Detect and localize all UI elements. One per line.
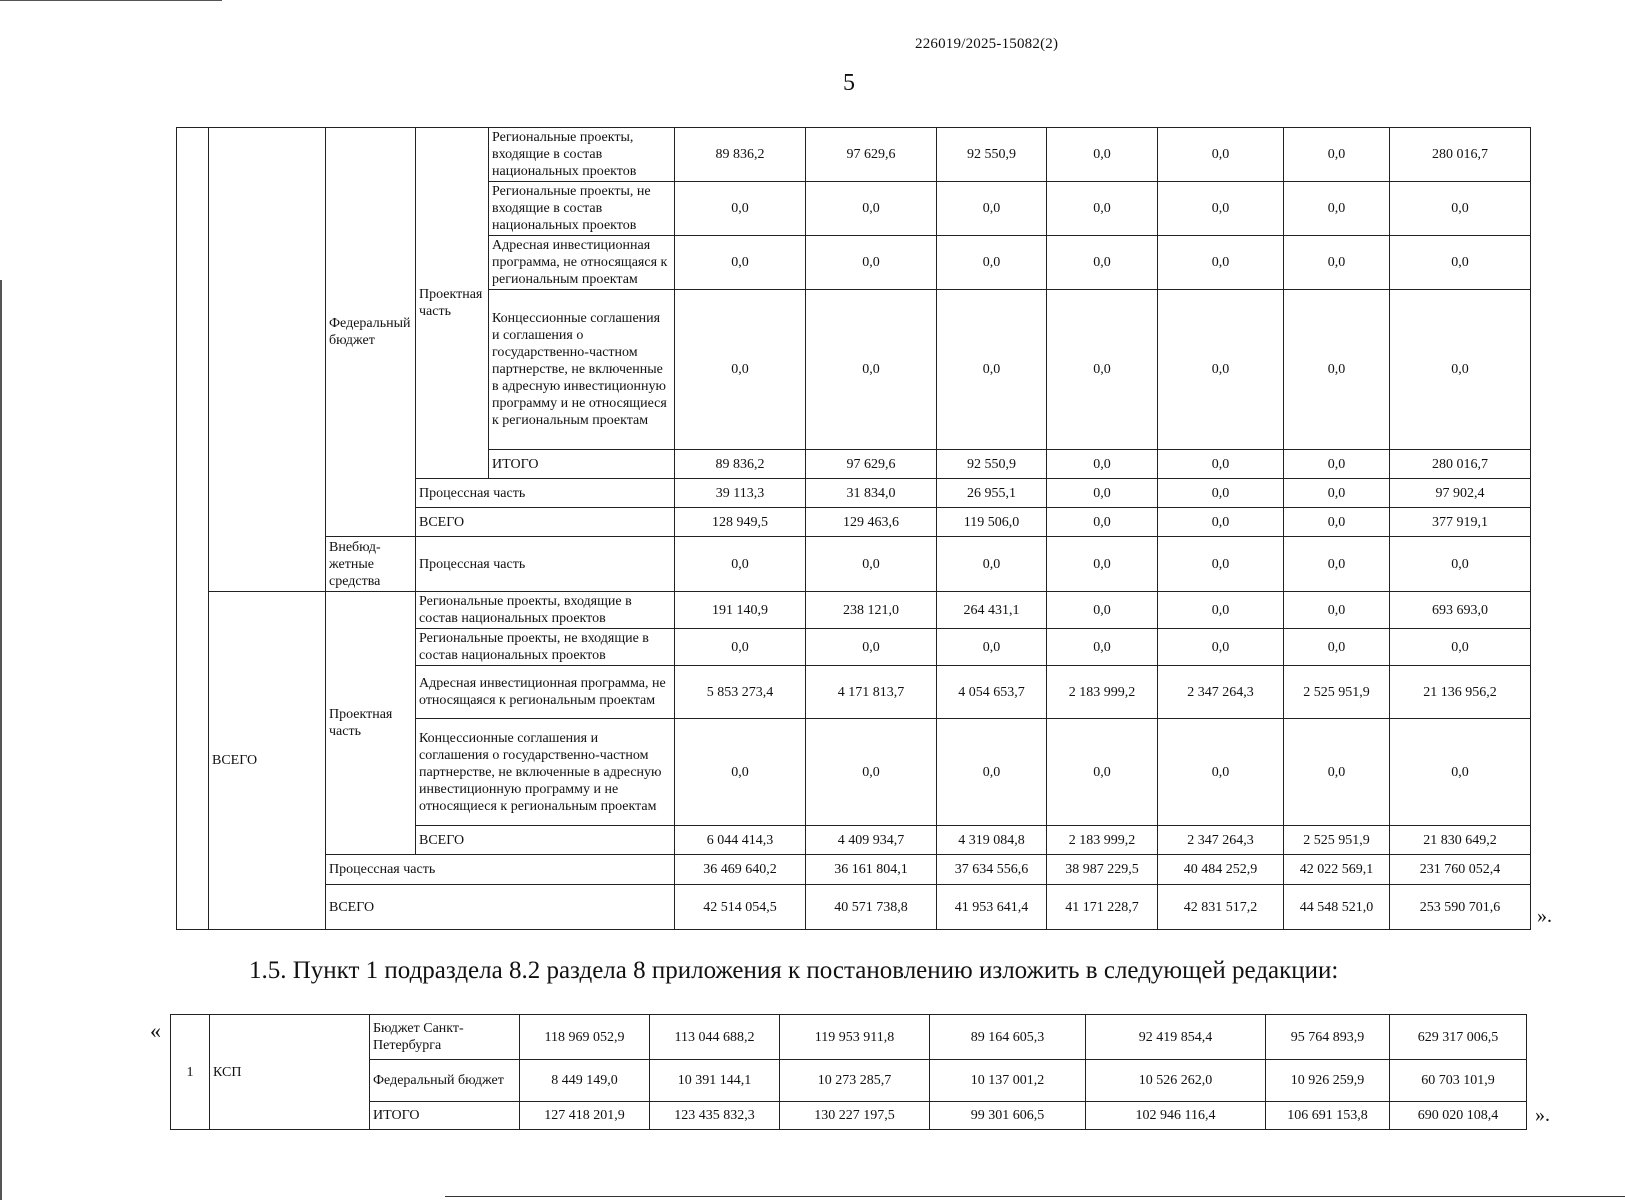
value-cell: 97 902,4 — [1390, 479, 1531, 508]
group-label: Федеральный бюджет — [326, 128, 416, 537]
value-cell: 4 319 084,8 — [937, 826, 1047, 855]
row-label: Процессная часть — [416, 537, 675, 592]
value-cell: 42 514 054,5 — [675, 885, 806, 930]
row-label: Адресная инвестиционная программа, не относящаяся к региональным проектам — [416, 666, 675, 719]
row-label: ВСЕГО — [416, 826, 675, 855]
value-cell: 0,0 — [1158, 128, 1284, 182]
value-cell: 0,0 — [1047, 128, 1158, 182]
value-cell: 0,0 — [1284, 592, 1390, 629]
value-cell: 42 831 517,2 — [1158, 885, 1284, 930]
value-cell: 0,0 — [937, 236, 1047, 290]
row-label: ВСЕГО — [416, 508, 675, 537]
value-cell: 0,0 — [675, 629, 806, 666]
value-cell: 690 020 108,4 — [1390, 1102, 1527, 1130]
value-cell: 2 525 951,9 — [1284, 826, 1390, 855]
row-label: Бюджет Санкт-Петербурга — [370, 1015, 520, 1060]
value-cell: 128 949,5 — [675, 508, 806, 537]
value-cell: 280 016,7 — [1390, 128, 1531, 182]
value-cell: 92 550,9 — [937, 450, 1047, 479]
value-cell: 0,0 — [1284, 719, 1390, 826]
table-row — [177, 855, 1531, 885]
value-cell: 0,0 — [675, 236, 806, 290]
table-row — [171, 1102, 1527, 1130]
value-cell: 0,0 — [806, 629, 937, 666]
value-cell: 44 548 521,0 — [1284, 885, 1390, 930]
value-cell: 0,0 — [1390, 236, 1531, 290]
value-cell: 280 016,7 — [1390, 450, 1531, 479]
value-cell: 0,0 — [1284, 182, 1390, 236]
row-label: ВСЕГО — [326, 885, 675, 930]
value-cell: 0,0 — [1158, 592, 1284, 629]
value-cell: 2 347 264,3 — [1158, 826, 1284, 855]
value-cell: 119 506,0 — [937, 508, 1047, 537]
value-cell: 31 834,0 — [806, 479, 937, 508]
ksp-table — [170, 1014, 1527, 1130]
value-cell: 99 301 606,5 — [930, 1102, 1086, 1130]
value-cell: 60 703 101,9 — [1390, 1060, 1527, 1102]
value-cell: 0,0 — [1047, 537, 1158, 592]
value-cell: 0,0 — [1284, 508, 1390, 537]
value-cell: 10 137 001,2 — [930, 1060, 1086, 1102]
value-cell: 2 183 999,2 — [1047, 666, 1158, 719]
value-cell: 26 955,1 — [937, 479, 1047, 508]
value-cell: 0,0 — [1390, 537, 1531, 592]
value-cell: 0,0 — [806, 719, 937, 826]
row-label: Адресная инвестиционная программа, не относящаяся к региональным проектам — [489, 236, 675, 290]
value-cell: 10 526 262,0 — [1086, 1060, 1266, 1102]
value-cell: 4 054 653,7 — [937, 666, 1047, 719]
value-cell: 8 449 149,0 — [520, 1060, 650, 1102]
value-cell: 0,0 — [806, 537, 937, 592]
value-cell: 0,0 — [1390, 629, 1531, 666]
value-cell: 0,0 — [1390, 182, 1531, 236]
value-cell: 0,0 — [675, 290, 806, 450]
value-cell: 97 629,6 — [806, 128, 937, 182]
value-cell: 238 121,0 — [806, 592, 937, 629]
value-cell: 0,0 — [937, 182, 1047, 236]
value-cell: 191 140,9 — [675, 592, 806, 629]
value-cell: 0,0 — [806, 290, 937, 450]
value-cell: 92 419 854,4 — [1086, 1015, 1266, 1060]
value-cell: 0,0 — [675, 182, 806, 236]
value-cell: 42 022 569,1 — [1284, 855, 1390, 885]
group-label: Проектная часть — [416, 128, 489, 479]
value-cell: 0,0 — [1158, 290, 1284, 450]
value-cell: 0,0 — [1284, 479, 1390, 508]
value-cell: 40 484 252,9 — [1158, 855, 1284, 885]
value-cell: 0,0 — [1047, 719, 1158, 826]
value-cell: 95 764 893,9 — [1266, 1015, 1390, 1060]
closing-quote: ». — [1535, 1104, 1550, 1126]
value-cell: 106 691 153,8 — [1266, 1102, 1390, 1130]
financing-table — [176, 127, 1531, 930]
value-cell: 0,0 — [1390, 290, 1531, 450]
row-label: Концессионные соглашения и соглашения о государственно-частном партнерстве, не включенные в адресную инвестиционную программу и не относящиеся к региональным проектам — [416, 719, 675, 826]
value-cell: 0,0 — [806, 182, 937, 236]
closing-quote: ». — [1537, 905, 1552, 927]
row-label: Федеральный бюджет — [370, 1060, 520, 1102]
table-row — [177, 128, 1531, 182]
value-cell: 629 317 006,5 — [1390, 1015, 1527, 1060]
row-label: Региональные проекты, входящие в состав национальных проектов — [489, 128, 675, 182]
row-label: Процессная часть — [416, 479, 675, 508]
value-cell: 0,0 — [1284, 629, 1390, 666]
row-label: Концессионные соглашения и соглашения о государственно-частном партнерстве, не включенные в адресную инвестиционную программу и не относящиеся к региональным проектам — [489, 290, 675, 450]
value-cell: 4 409 934,7 — [806, 826, 937, 855]
value-cell: 0,0 — [1284, 128, 1390, 182]
left-scan-edge — [0, 280, 2, 1200]
value-cell: 0,0 — [1284, 450, 1390, 479]
value-cell: 5 853 273,4 — [675, 666, 806, 719]
value-cell: 0,0 — [1390, 719, 1531, 826]
value-cell: 0,0 — [937, 290, 1047, 450]
group-label: Проектная часть — [326, 592, 416, 855]
value-cell: 119 953 911,8 — [780, 1015, 930, 1060]
value-cell: 92 550,9 — [937, 128, 1047, 182]
row-label: Региональные проекты, не входящие в состав национальных проектов — [416, 629, 675, 666]
value-cell: 264 431,1 — [937, 592, 1047, 629]
value-cell: 0,0 — [1047, 592, 1158, 629]
opening-quote: « — [150, 1018, 161, 1043]
bottom-rule — [445, 1196, 1625, 1197]
value-cell: 0,0 — [1158, 537, 1284, 592]
value-cell: 0,0 — [806, 236, 937, 290]
amendment-paragraph: 1.5. Пункт 1 подраздела 8.2 раздела 8 приложения к постановлению изложить в следующей редакции: — [249, 957, 1339, 984]
row-number-cell — [177, 128, 209, 930]
value-cell: 6 044 414,3 — [675, 826, 806, 855]
value-cell: 2 525 951,9 — [1284, 666, 1390, 719]
value-cell: 89 836,2 — [675, 450, 806, 479]
row-label: Процессная часть — [326, 855, 675, 885]
row-label: Региональные проекты, входящие в состав национальных проектов — [416, 592, 675, 629]
value-cell: 0,0 — [1158, 719, 1284, 826]
value-cell: 693 693,0 — [1390, 592, 1531, 629]
value-cell: 0,0 — [675, 537, 806, 592]
row-label: ИТОГО — [489, 450, 675, 479]
value-cell: 36 469 640,2 — [675, 855, 806, 885]
row-number: 1 — [171, 1015, 210, 1130]
value-cell: 10 391 144,1 — [650, 1060, 780, 1102]
value-cell: 0,0 — [1047, 508, 1158, 537]
value-cell: 89 164 605,3 — [930, 1015, 1086, 1060]
value-cell: 97 629,6 — [806, 450, 937, 479]
value-cell: 0,0 — [1047, 236, 1158, 290]
value-cell: 102 946 116,4 — [1086, 1102, 1266, 1130]
table-row — [177, 885, 1531, 930]
value-cell: 41 171 228,7 — [1047, 885, 1158, 930]
value-cell: 0,0 — [1284, 290, 1390, 450]
value-cell: 39 113,3 — [675, 479, 806, 508]
top-rule — [0, 0, 222, 1]
program-name-cell — [209, 128, 326, 592]
value-cell: 0,0 — [1158, 450, 1284, 479]
value-cell: 118 969 052,9 — [520, 1015, 650, 1060]
value-cell: 40 571 738,8 — [806, 885, 937, 930]
value-cell: 2 183 999,2 — [1047, 826, 1158, 855]
value-cell: 4 171 813,7 — [806, 666, 937, 719]
value-cell: 36 161 804,1 — [806, 855, 937, 885]
value-cell: 129 463,6 — [806, 508, 937, 537]
value-cell: 10 273 285,7 — [780, 1060, 930, 1102]
value-cell: 0,0 — [1158, 508, 1284, 537]
value-cell: 231 760 052,4 — [1390, 855, 1531, 885]
group-label: ВСЕГО — [209, 592, 326, 930]
row-label: ИТОГО — [370, 1102, 520, 1130]
value-cell: 21 830 649,2 — [1390, 826, 1531, 855]
value-cell: 127 418 201,9 — [520, 1102, 650, 1130]
value-cell: 0,0 — [1158, 236, 1284, 290]
value-cell: 10 926 259,9 — [1266, 1060, 1390, 1102]
value-cell: 0,0 — [937, 719, 1047, 826]
value-cell: 21 136 956,2 — [1390, 666, 1531, 719]
value-cell: 0,0 — [1047, 450, 1158, 479]
value-cell: 0,0 — [1047, 290, 1158, 450]
table-row — [171, 1015, 1527, 1060]
value-cell: 0,0 — [1158, 629, 1284, 666]
group-label: Внебюд-жетные средства — [326, 537, 416, 592]
value-cell: 2 347 264,3 — [1158, 666, 1284, 719]
value-cell: 0,0 — [937, 629, 1047, 666]
value-cell: 123 435 832,3 — [650, 1102, 780, 1130]
value-cell: 89 836,2 — [675, 128, 806, 182]
value-cell: 0,0 — [1284, 236, 1390, 290]
value-cell: 0,0 — [937, 537, 1047, 592]
value-cell: 41 953 641,4 — [937, 885, 1047, 930]
table-row — [177, 537, 1531, 592]
value-cell: 0,0 — [1158, 479, 1284, 508]
table-row — [171, 1060, 1527, 1102]
value-cell: 38 987 229,5 — [1047, 855, 1158, 885]
value-cell: 0,0 — [1158, 182, 1284, 236]
value-cell: 0,0 — [1047, 629, 1158, 666]
value-cell: 0,0 — [1047, 479, 1158, 508]
value-cell: 113 044 688,2 — [650, 1015, 780, 1060]
row-label: Региональные проекты, не входящие в состав национальных проектов — [489, 182, 675, 236]
value-cell: 0,0 — [1047, 182, 1158, 236]
program-name: КСП — [210, 1015, 370, 1130]
value-cell: 0,0 — [675, 719, 806, 826]
value-cell: 130 227 197,5 — [780, 1102, 930, 1130]
table-row — [177, 592, 1531, 629]
page-number: 5 — [843, 70, 855, 96]
value-cell: 253 590 701,6 — [1390, 885, 1531, 930]
value-cell: 0,0 — [1284, 537, 1390, 592]
value-cell: 37 634 556,6 — [937, 855, 1047, 885]
value-cell: 377 919,1 — [1390, 508, 1531, 537]
document-number: 226019/2025-15082(2) — [915, 36, 1059, 52]
